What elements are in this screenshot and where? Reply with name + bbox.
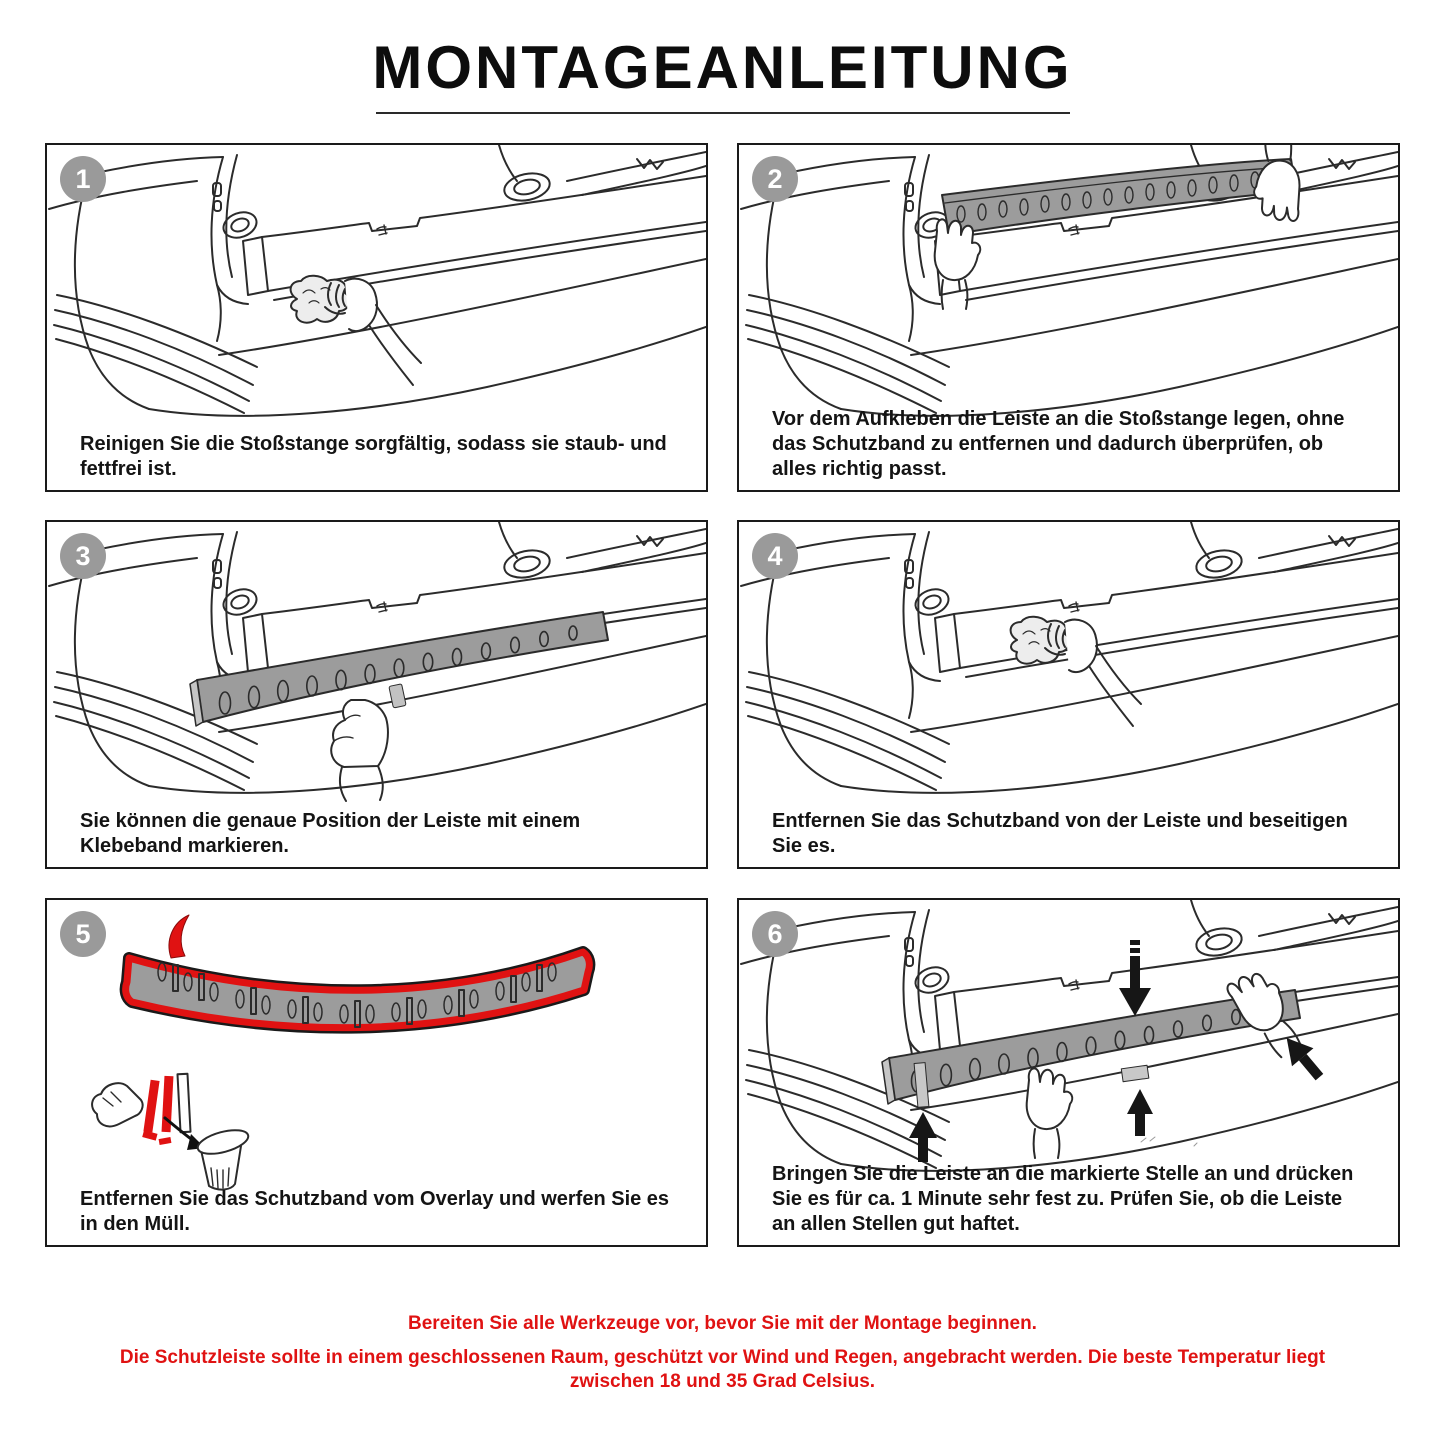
footer-line-1: Bereiten Sie alle Werkzeuge vor, bevor Sie mit der Montage beginnen.: [408, 1313, 1037, 1334]
step-panel-3: [45, 520, 708, 869]
step-panel-2: [737, 143, 1400, 492]
step-caption: Entfernen Sie das Schutzband vom Overlay und werfen Sie es in den Müll.: [80, 1188, 670, 1235]
step-caption: Reinigen Sie die Stoßstange sorgfältig, sodass sie staub- und fettfrei ist.: [80, 433, 667, 480]
title-underline: [376, 112, 1070, 114]
step-panel-5: [45, 898, 708, 1247]
step-caption: Bringen Sie die Leiste an die markierte Stelle an und drücken Sie es für ca. 1 Minute sehr fest zu. Prüfen Sie, ob die Leiste an allen Stellen gut haftet.: [772, 1163, 1354, 1235]
step-caption: Vor dem Aufkleben die Leiste an die Stoßstange legen, ohne das Schutzband zu entfernen und dadurch überprüfen, ob alles richtig passt.: [772, 408, 1345, 480]
page-title: MONTAGEANLEITUNG: [372, 34, 1073, 101]
step-number-badge: 2: [752, 156, 798, 202]
step-panel-1: [45, 143, 708, 492]
step-number-badge: 3: [60, 533, 106, 579]
step-caption: Sie können die genaue Position der Leiste mit einem Klebeband markieren.: [80, 810, 581, 857]
step-number-badge: 4: [752, 533, 798, 579]
step-number-badge: 6: [752, 911, 798, 957]
step-number-badge: 1: [60, 156, 106, 202]
header: [0, 36, 1445, 114]
step-caption: Entfernen Sie das Schutzband von der Leiste und beseitigen Sie es.: [772, 810, 1348, 857]
footer-line-2: Die Schutzleiste sollte in einem geschlossenen Raum, geschützt vor Wind und Regen, angebracht werden. Die beste Temperatur liegt zwischen 18 und 35 Grad Celsius.: [119, 1347, 1326, 1392]
footer-warnings: [0, 1312, 1445, 1394]
step-panel-6: [737, 898, 1400, 1247]
step-number-badge: 5: [60, 911, 106, 957]
step-panel-4: [737, 520, 1400, 869]
